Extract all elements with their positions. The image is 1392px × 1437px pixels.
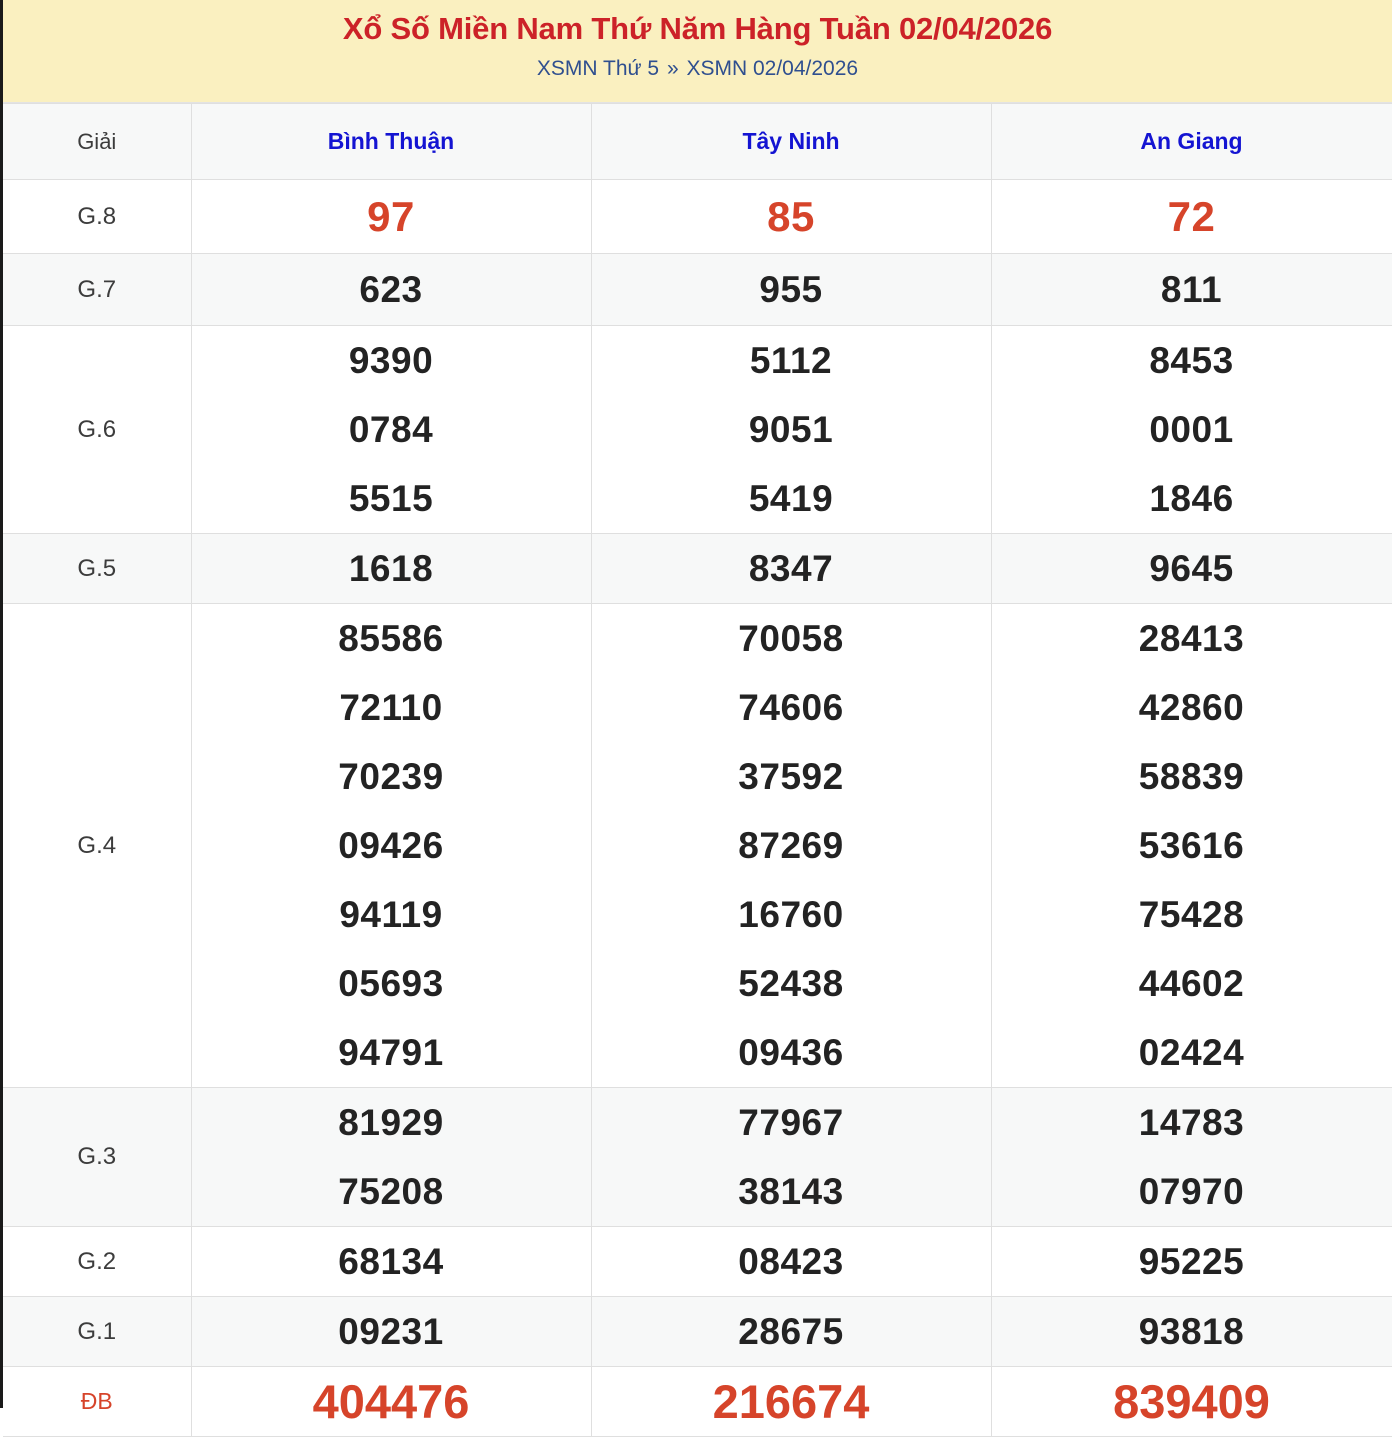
breadcrumb-item-date[interactable]: XSMN 02/04/2026	[686, 57, 859, 80]
prize-label-g4: G.4	[3, 604, 191, 1088]
table-header-row	[3, 104, 1392, 180]
lottery-number: 75428	[1138, 894, 1245, 935]
prize-numbers-g5-col2	[591, 534, 991, 604]
lottery-number: 44602	[1138, 963, 1245, 1004]
lottery-number: 5419	[748, 478, 834, 519]
lottery-number: 81929	[338, 1102, 444, 1143]
lottery-number: 839409	[1113, 1375, 1270, 1428]
prize-numbers-g8-col3	[991, 180, 1392, 254]
lottery-number: 09436	[738, 1032, 844, 1073]
prize-numbers-g6-col1	[191, 326, 591, 534]
lottery-number: 52438	[738, 963, 844, 1004]
prize-numbers-g2-col3	[991, 1227, 1392, 1297]
table-row	[3, 180, 1392, 254]
prize-numbers-g6-col3	[991, 326, 1392, 534]
prize-label-g5: G.5	[3, 534, 191, 604]
lottery-number: 404476	[312, 1375, 470, 1428]
lottery-number: 85	[767, 193, 815, 240]
breadcrumb-separator-icon: »	[666, 57, 679, 80]
lottery-number: 87269	[738, 825, 844, 866]
prize-numbers-g2-col2	[591, 1227, 991, 1297]
lottery-number: 5515	[348, 478, 434, 519]
lottery-number: 95225	[1138, 1241, 1245, 1282]
lottery-number: 955	[759, 269, 823, 310]
column-header-province-1[interactable]: Bình Thuận	[191, 104, 591, 180]
lottery-number: 623	[359, 269, 423, 310]
table-row	[3, 254, 1392, 326]
prize-numbers-g7-col2	[591, 254, 991, 326]
page-header-banner	[3, 0, 1392, 103]
prize-label-g2: G.2	[3, 1227, 191, 1297]
lottery-number: 9645	[1149, 548, 1234, 589]
prize-numbers-g8-col2	[591, 180, 991, 254]
table-row	[3, 1367, 1392, 1437]
lottery-number: 94119	[339, 894, 443, 935]
table-row	[3, 1227, 1392, 1297]
lottery-number: 1846	[1149, 478, 1234, 519]
table-row	[3, 604, 1392, 1088]
prize-numbers-db-col1	[191, 1367, 591, 1437]
prize-numbers-g3-col2	[591, 1088, 991, 1227]
prize-numbers-g3-col3	[991, 1088, 1392, 1227]
prize-numbers-g8-col1	[191, 180, 591, 254]
prize-numbers-g2-col1	[191, 1227, 591, 1297]
lottery-number: 93818	[1138, 1311, 1245, 1352]
prize-label-db: ĐB	[3, 1367, 191, 1437]
table-row	[3, 534, 1392, 604]
lottery-number: 0001	[1149, 409, 1234, 450]
page-left-border	[0, 0, 3, 1408]
prize-numbers-db-col2	[591, 1367, 991, 1437]
lottery-number: 9390	[348, 340, 434, 381]
lottery-number: 28413	[1138, 618, 1245, 659]
lottery-number: 08423	[738, 1241, 844, 1282]
lottery-number: 37592	[738, 756, 844, 797]
column-header-prize: Giải	[3, 104, 191, 180]
lottery-number: 85586	[338, 618, 444, 659]
page-title: Xổ Số Miền Nam Thứ Năm Hàng Tuần 02/04/2026	[342, 11, 1053, 46]
prize-numbers-g4-col3	[991, 604, 1392, 1088]
lottery-number: 09231	[338, 1311, 444, 1352]
prize-label-g8: G.8	[3, 180, 191, 254]
prize-numbers-db-col3	[991, 1367, 1392, 1437]
lottery-number: 28675	[738, 1311, 844, 1352]
lottery-results-page	[3, 0, 1392, 1428]
lottery-number: 16760	[738, 894, 844, 935]
lottery-number: 70058	[738, 618, 844, 659]
prize-numbers-g4-col1	[191, 604, 591, 1088]
lottery-number: 94791	[338, 1032, 444, 1073]
prize-label-g1: G.1	[3, 1297, 191, 1367]
prize-numbers-g5-col3	[991, 534, 1392, 604]
prize-numbers-g3-col1	[191, 1088, 591, 1227]
table-body	[3, 180, 1392, 1437]
lottery-number: 75208	[338, 1171, 444, 1212]
lottery-number: 1618	[348, 548, 434, 589]
prize-numbers-g4-col2	[591, 604, 991, 1088]
lottery-number: 5112	[749, 340, 833, 381]
prize-numbers-g7-col3	[991, 254, 1392, 326]
lottery-number: 216674	[712, 1375, 870, 1428]
lottery-number: 97	[367, 193, 415, 240]
lottery-number: 72110	[339, 687, 443, 728]
lottery-number: 05693	[338, 963, 444, 1004]
prize-numbers-g7-col1	[191, 254, 591, 326]
prize-label-g7: G.7	[3, 254, 191, 326]
lottery-number: 8347	[748, 548, 834, 589]
lottery-number: 74606	[738, 687, 844, 728]
prize-numbers-g6-col2	[591, 326, 991, 534]
table-row	[3, 1297, 1392, 1367]
lottery-number: 8453	[1149, 340, 1234, 381]
lottery-number: 72	[1167, 193, 1216, 240]
lottery-number: 53616	[1138, 825, 1245, 866]
table-row	[3, 326, 1392, 534]
prize-numbers-g1-col2	[591, 1297, 991, 1367]
lottery-number: 9051	[748, 409, 834, 450]
breadcrumb-item-region[interactable]: XSMN Thứ 5	[536, 57, 660, 80]
column-header-province-3[interactable]: An Giang	[991, 104, 1392, 180]
lottery-results-table	[3, 103, 1392, 1437]
prize-label-g6: G.6	[3, 326, 191, 534]
lottery-number: 14783	[1138, 1102, 1245, 1143]
lottery-number: 02424	[1138, 1032, 1245, 1073]
lottery-number: 70239	[338, 756, 444, 797]
lottery-number: 09426	[338, 825, 444, 866]
lottery-number: 77967	[738, 1102, 844, 1143]
lottery-number: 42860	[1138, 687, 1245, 728]
lottery-number: 58839	[1138, 756, 1245, 797]
column-header-province-2[interactable]: Tây Ninh	[591, 104, 991, 180]
prize-numbers-g1-col1	[191, 1297, 591, 1367]
prize-label-g3: G.3	[3, 1088, 191, 1227]
table-row	[3, 1088, 1392, 1227]
lottery-number: 0784	[348, 409, 434, 450]
prize-numbers-g5-col1	[191, 534, 591, 604]
lottery-number: 38143	[738, 1171, 844, 1212]
lottery-number: 07970	[1138, 1171, 1245, 1212]
prize-numbers-g1-col3	[991, 1297, 1392, 1367]
lottery-number: 68134	[338, 1241, 444, 1282]
breadcrumb	[3, 56, 1392, 82]
lottery-number: 811	[1160, 269, 1223, 310]
